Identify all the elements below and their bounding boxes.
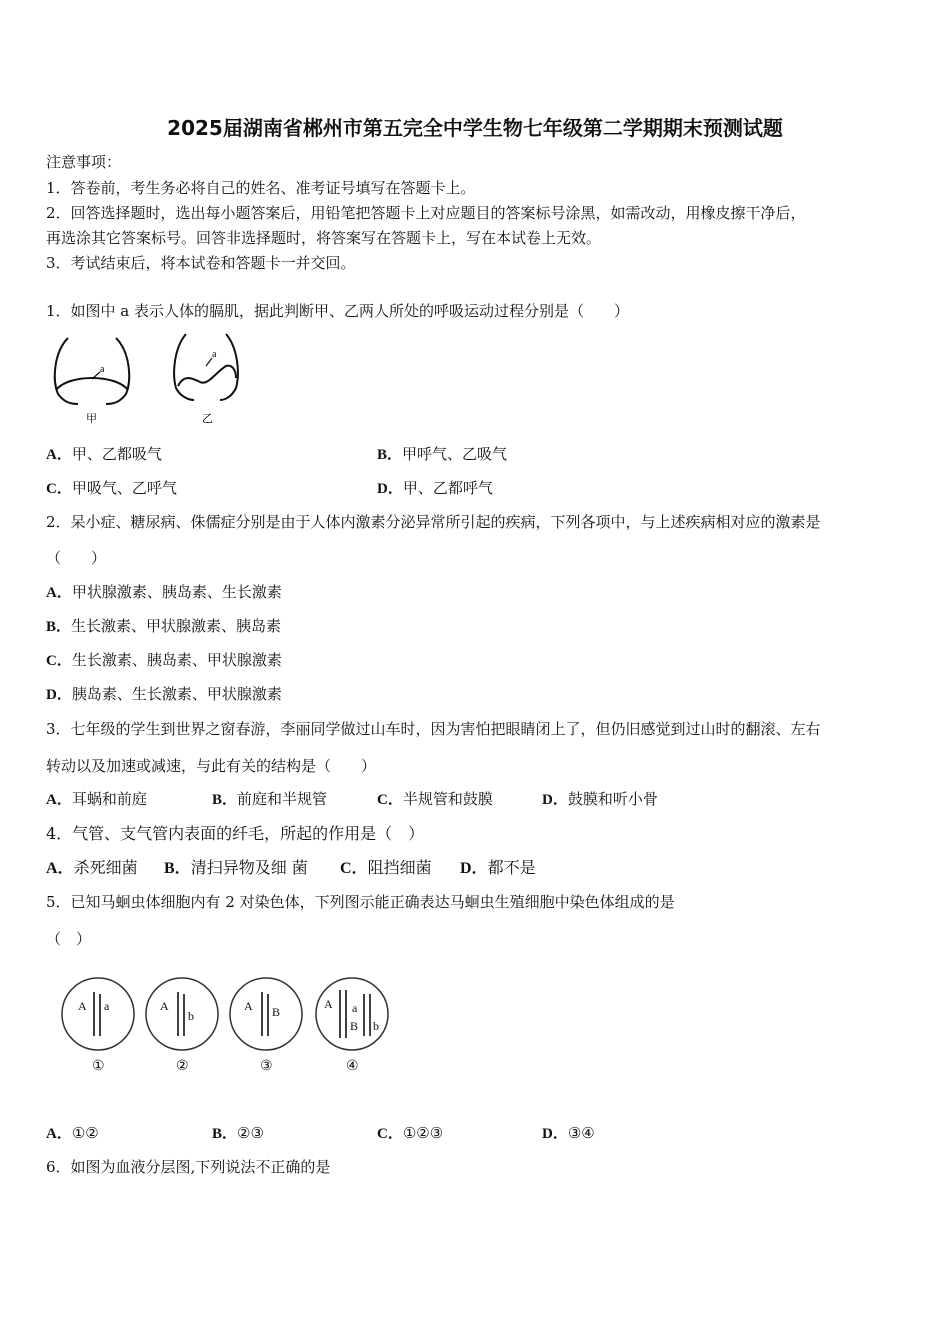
q5-cell2-num: ② (176, 1059, 189, 1074)
q5-option-d[interactable]: D．③④ (542, 1124, 595, 1142)
q5-cell1-label-A: A (78, 999, 87, 1013)
q3-option-a[interactable]: A．耳蜗和前庭 (46, 790, 147, 808)
q1-label-jia: 甲 (86, 412, 97, 425)
q2-option-a[interactable]: A．甲状腺激素、胰岛素、生长激素 (46, 583, 282, 601)
q1-option-d[interactable]: D．甲、乙都呼气 (377, 479, 493, 497)
q5-cell2-label-b: b (188, 1009, 194, 1023)
q6-stem: 6．如图为血液分层图,下列说法不正确的是 (46, 1158, 331, 1176)
q5-stem: 5．已知马蛔虫体细胞内有 2 对染色体，下列图示能正确表达马蛔虫生殖细胞中染色体组成的是 (46, 893, 675, 911)
q5-cell4-label-a: a (352, 1001, 358, 1015)
page-title: 2025届湖南省郴州市第五完全中学生物七年级第二学期期末预测试题 (167, 116, 783, 140)
notice-item-2: 2．回答选择题时，选出每小题答案后，用铅笔把答题卡上对应题目的答案标号涂黑，如需改动，用橡皮擦干净后， (46, 204, 806, 222)
q1-option-c[interactable]: C．甲吸气、乙呼气 (46, 479, 177, 497)
q2-stem: 2．呆小症、糖尿病、侏儒症分别是由于人体内激素分泌异常所引起的疾病，下列各项中，与上述疾病相对应的激素是 (46, 513, 821, 531)
q1-option-a[interactable]: A．甲、乙都吸气 (46, 445, 162, 463)
q5-cell4-label-b: b (373, 1019, 379, 1033)
q5-chromosome-figure (60, 970, 420, 1080)
q4-option-c[interactable]: C．阻挡细菌 (340, 858, 432, 877)
notice-item-2-cont: 再选涂其它答案标号。回答非选择题时，将答案写在答题卡上，写在本试卷上无效。 (46, 229, 602, 247)
q1-marker-a-2: a (212, 349, 217, 360)
q1-marker-a: a (100, 364, 105, 375)
q5-cell3-num: ③ (260, 1059, 273, 1074)
q2-option-d[interactable]: D．胰岛素、生长激素、甲状腺激素 (46, 685, 282, 703)
q1-stem: 1．如图中 a 表示人体的膈肌，据此判断甲、乙两人所处的呼吸运动过程分别是（ ） (46, 302, 630, 320)
q1-option-b[interactable]: B．甲呼气、乙吸气 (377, 445, 508, 463)
q3-option-c[interactable]: C．半规管和鼓膜 (377, 790, 493, 808)
q4-stem: 4．气管、支气管内表面的纤毛，所起的作用是（ ） (46, 824, 425, 843)
q5-cell3-label-A: A (244, 999, 253, 1013)
q3-option-b[interactable]: B．前庭和半规管 (212, 790, 328, 808)
q5-stem-cont: （ ） (46, 930, 92, 948)
q1-label-yi: 乙 (202, 412, 213, 425)
q5-cell4-label-A: A (324, 997, 333, 1011)
q5-cell2-label-A: A (160, 999, 169, 1013)
q3-stem-cont: 转动以及加速或减速，与此有关的结构是（ ） (46, 757, 377, 775)
q5-cell1-label-a: a (104, 999, 110, 1013)
q5-option-a[interactable]: A．①② (46, 1124, 99, 1142)
q4-option-d[interactable]: D．都不是 (460, 858, 536, 877)
q5-cell1-num: ① (92, 1059, 105, 1074)
notice-heading: 注意事项： (46, 153, 122, 171)
q2-option-c[interactable]: C．生长激素、胰岛素、甲状腺激素 (46, 651, 282, 669)
q5-cell3-label-B: B (272, 1005, 281, 1019)
q5-option-b[interactable]: B．②③ (212, 1124, 264, 1142)
q2-option-b[interactable]: B．生长激素、甲状腺激素、胰岛素 (46, 617, 282, 635)
q4-option-a[interactable]: A．杀死细菌 (46, 858, 138, 877)
q2-stem-cont: （ ） (46, 549, 107, 567)
q3-stem: 3．七年级的学生到世界之窗春游，李丽同学做过山车时，因为害怕把眼睛闭上了，但仍旧感觉到过山时的翻滚、左右 (46, 720, 821, 738)
q5-cell4-num: ④ (346, 1059, 359, 1074)
q1-diaphragm-figure (48, 330, 248, 428)
q4-option-b[interactable]: B．清扫异物及细 菌 (164, 858, 308, 877)
notice-item-1: 1．答卷前，考生务必将自己的姓名、准考证号填写在答题卡上。 (46, 179, 476, 197)
q5-option-c[interactable]: C．①②③ (377, 1124, 444, 1142)
q3-option-d[interactable]: D．鼓膜和听小骨 (542, 790, 658, 808)
q5-cell4-label-B: B (350, 1019, 359, 1033)
notice-item-3: 3．考试结束后，将本试卷和答题卡一并交回。 (46, 254, 356, 272)
